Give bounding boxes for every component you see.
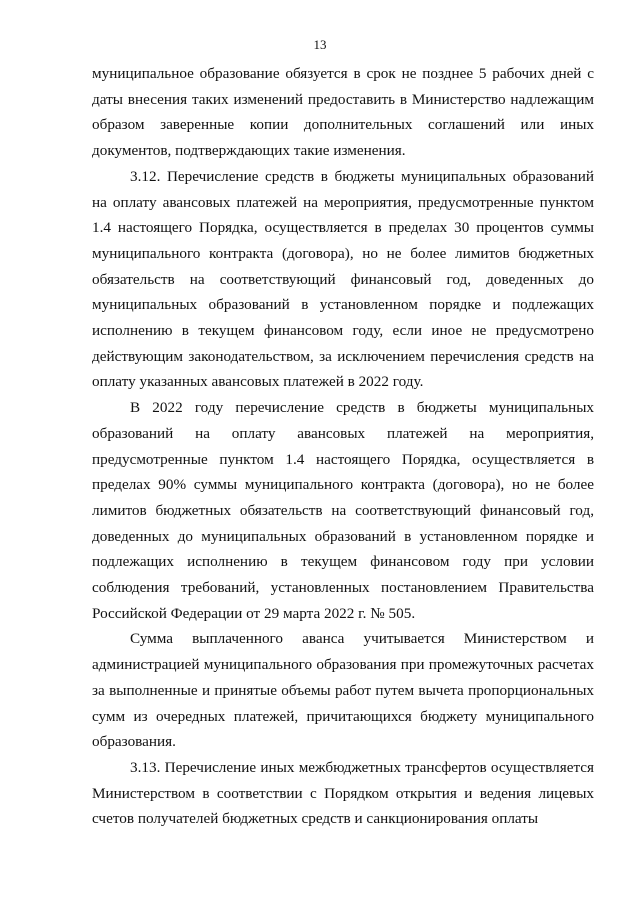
document-body — [92, 61, 594, 832]
paragraph-3-13: 3.13. Перечисление иных межбюджетных трансфертов осуществляется Министерством в соответствии с Порядком открытия и ведения лицевых счетов получателей бюджетных средств и санкционирования оплаты — [92, 758, 594, 828]
page-number: 13 — [313, 37, 327, 52]
paragraph-continuation: муниципальное образование обязуется в срок не позднее 5 рабочих дней с даты внесения таких изменений предоставить в Министерство надлежащим образом заверенные копии дополнительных соглашений или иных документов, подтверждающих такие изменения. — [92, 65, 594, 160]
paragraph-advance-accounting: Сумма выплаченного аванса учитывается Министерством и администрацией муниципального образования при промежуточных расчетах за выполненные и принятые объемы работ путем вычета пропорциональных сумм из очередных платежей, причитающихся бюджету муниципального образования. — [92, 630, 594, 751]
paragraph-2022-advance: В 2022 году перечисление средств в бюджеты муниципальных образований на оплату авансовых платежей на мероприятия, предусмотренные пунктом 1.4 настоящего Порядка, осуществляется в пределах 90% суммы муниципального контракта (договора), но не более лимитов бюджетных обязательств на соответствующий финансовый год, доведенных до муниципальных образований в установленном порядке и подлежащих исполнению в текущем финансовом году при условии соблюдения требований, установленных постановлением Правительства Российской Федерации от 29 марта 2022 г. № 505. — [92, 399, 594, 622]
paragraph-3-12: 3.12. Перечисление средств в бюджеты муниципальных образований на оплату авансовых платежей на мероприятия, предусмотренные пунктом 1.4 настоящего Порядка, осуществляется в пределах 30 процентов суммы муниципального контракта (договора), но не более лимитов бюджетных обязательств на соответствующий финансовый год, доведенных до муниципальных образований в установленном порядке и подлежащих исполнению в текущем финансовом году, если иное не предусмотрено действующим законодательством, за исключением перечисления средств на оплату указанных авансовых платежей в 2022 году. — [92, 167, 594, 391]
